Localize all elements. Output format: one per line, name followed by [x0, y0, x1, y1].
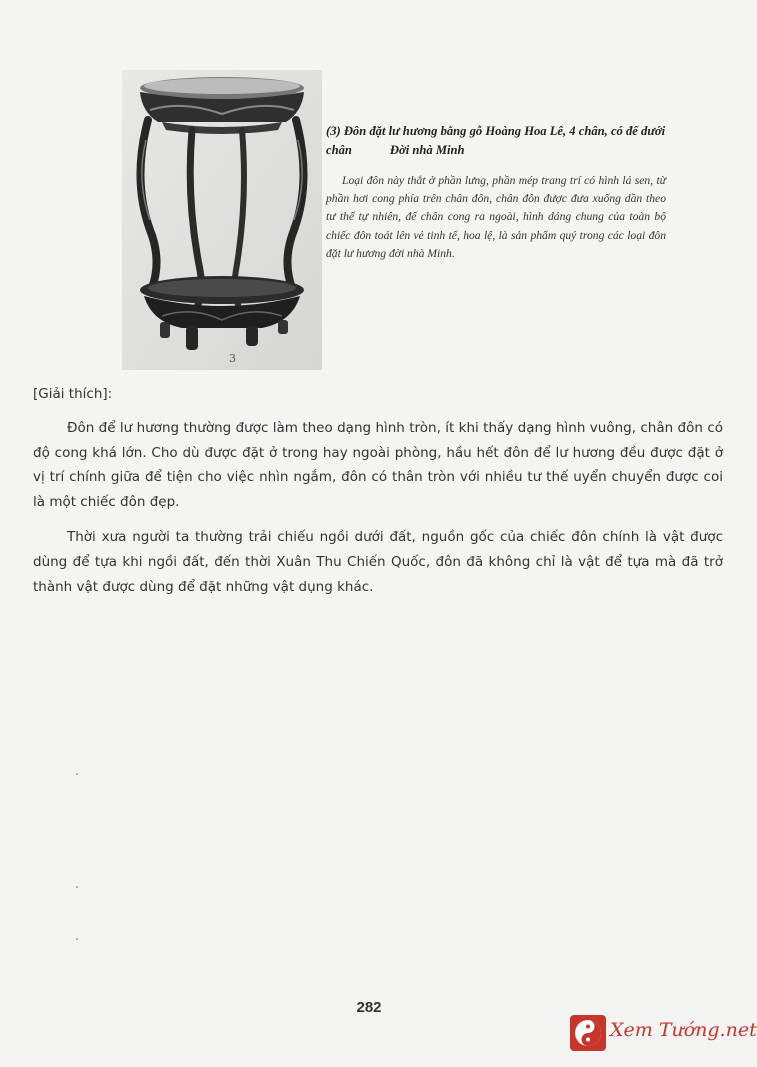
explanation-paragraph: Đôn để lư hương thường được làm theo dạng hình tròn, ít khi thấy dạng hình vuông, chân đôn có độ cong khá lớn. Cho dù được đặt ở trong hay ngoài phòng, hầu hết đôn để lư hương đều được đặt ở vị trí chính giữa để tiện cho việc nhìn ngắm, đôn có thân tròn với nhiều tư thế uyển chuyển được coi là một chiếc đôn đẹp. [33, 420, 723, 510]
page-number: 282 [356, 999, 382, 1016]
incense-stand-figure [122, 70, 322, 370]
caption-title-text: (3) Đôn đặt lư hương bằng gỗ Hoàng Hoa Lê, 4 chân, có đế dưới chân [326, 124, 666, 157]
caption-body: Loại đôn này thắt ở phần lưng, phần mép trang trí có hình lá sen, từ phần hơi cong phía trên chân đôn, chân đôn được đưa xuống dần theo tư thế tự nhiên, đế chân cong ra ngoài, hình dáng chung của toàn bộ chiếc đôn toát lên vẻ tinh tế, hoa lệ, là sản phẩm quý trong các loại đôn đặt lư hương đời nhà Minh. [326, 174, 666, 260]
explanation-paragraph: Thời xưa người ta thường trải chiếu ngồi dưới đất, nguồn gốc của chiếc đôn chính là vật được dùng để tựa khi ngồi đất, đến thời Xuân Thu Chiến Quốc, đôn đã không chỉ là vật để tựa mà đã trở thành vật được dùng để đặt những vật dụng khác. [33, 529, 723, 595]
scan-speck [76, 938, 78, 940]
caption-title [326, 122, 672, 160]
watermark-text: Xem Tướng.net [610, 1019, 757, 1041]
explanation-heading: [Giải thích]: [33, 386, 113, 402]
yin-yang-icon [570, 1015, 606, 1051]
explanation-section [33, 386, 723, 610]
caption-era: Đời nhà Minh [389, 143, 465, 157]
scan-speck [76, 773, 78, 775]
watermark [568, 1015, 757, 1051]
incense-stand-image [122, 70, 322, 370]
figure-number: 3 [229, 352, 236, 365]
figure-caption [326, 122, 672, 263]
scan-speck [76, 886, 78, 888]
